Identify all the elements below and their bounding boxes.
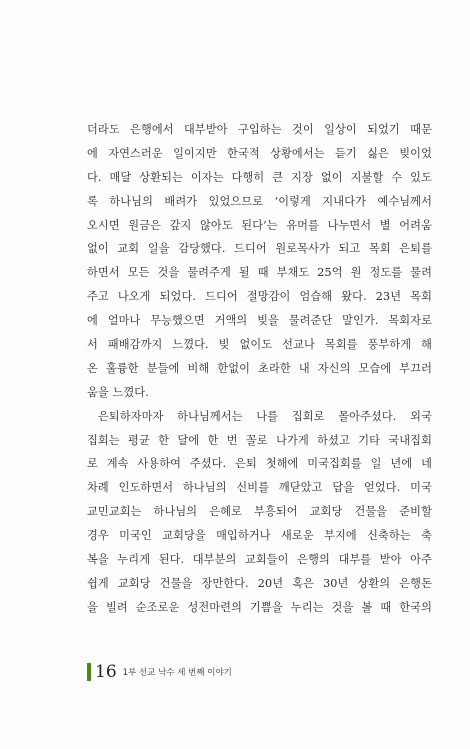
text-line: 록 하나님의 배려가 있었으므로 ‘이렇게 지내다가 예수님께서 (87, 194, 432, 208)
text-line: 집회는 평균 한 달에 한 번 꼴로 나가게 하셨고 기타 국내집회 (87, 433, 432, 447)
body-text (87, 118, 432, 620)
text-line: 서 패배감까지 느꼈다. 빚 없이도 선교나 목회를 풍부하게 해 (87, 338, 432, 352)
page-footer (87, 661, 232, 683)
text-line: 에 얼마나 무능했으면 거액의 빚을 물려준단 말인가. 목회자로 (87, 314, 432, 328)
text-line: 움을 느꼈다. (87, 385, 149, 399)
text-line: 을 빌려 순조로운 성전마련의 기쁨을 누리는 것을 볼 때 한국의 (87, 600, 432, 614)
text-line: 은퇴하자마자 하나님께서는 나를 집회로 몰아주셨다. 외국 (98, 409, 432, 423)
text-line: 경우 미국인 교회당을 매입하거나 새로운 부지에 신축하는 축 (87, 529, 432, 543)
text-line: 오시면 원금은 갚지 않아도 된다’는 유머를 나누면서 별 어려움 (87, 218, 432, 232)
text-line: 다. 매달 상환되는 이자는 다행히 큰 지장 없이 지불할 수 있도 (87, 170, 432, 184)
page-number: 16 (95, 662, 117, 682)
text-line: 하면서 모든 것을 물려주게 될 때 부채도 25억 원 정도를 물려 (87, 266, 432, 280)
text-line: 복을 누리게 된다. 대부분의 교회들이 은행의 대부를 받아 아주 (87, 553, 432, 567)
text-line: 에 자연스러운 일이지만 한국적 상황에서는 듣기 싫은 빚이었 (87, 146, 432, 160)
text-line: 온 훌륭한 분들에 비해 한없이 초라한 내 자신의 모습에 부끄러 (87, 361, 432, 375)
text-line: 없이 교회 일을 감당했다. 드디어 원로목사가 되고 목회 은퇴를 (87, 242, 432, 256)
text-line: 차례 인도하면서 하나님의 신비를 깨닫았고 답을 얻었다. 미국 (87, 481, 432, 495)
running-head: 1부 선교 낙수 세 번째 이야기 (122, 668, 232, 678)
text-line: 더라도 은행에서 대부받아 구입하는 것이 일상이 되었기 때문 (87, 123, 432, 136)
text-line: 주고 나오게 되었다. 드디어 절망감이 엄습해 왔다. 23년 목회 (87, 290, 432, 304)
text-line: 쉽게 교회당 건물을 장만한다. 20년 혹은 30년 상환의 은행돈 (87, 576, 432, 590)
accent-bar (87, 663, 91, 681)
text-line: 교민교회는 하나님의 은혜로 부흥되어 교회당 건물을 준비할 (87, 505, 432, 519)
text-line: 로 계속 사용하여 주셨다. 은퇴 첫해에 미국집회를 일 년에 네 (87, 457, 432, 471)
